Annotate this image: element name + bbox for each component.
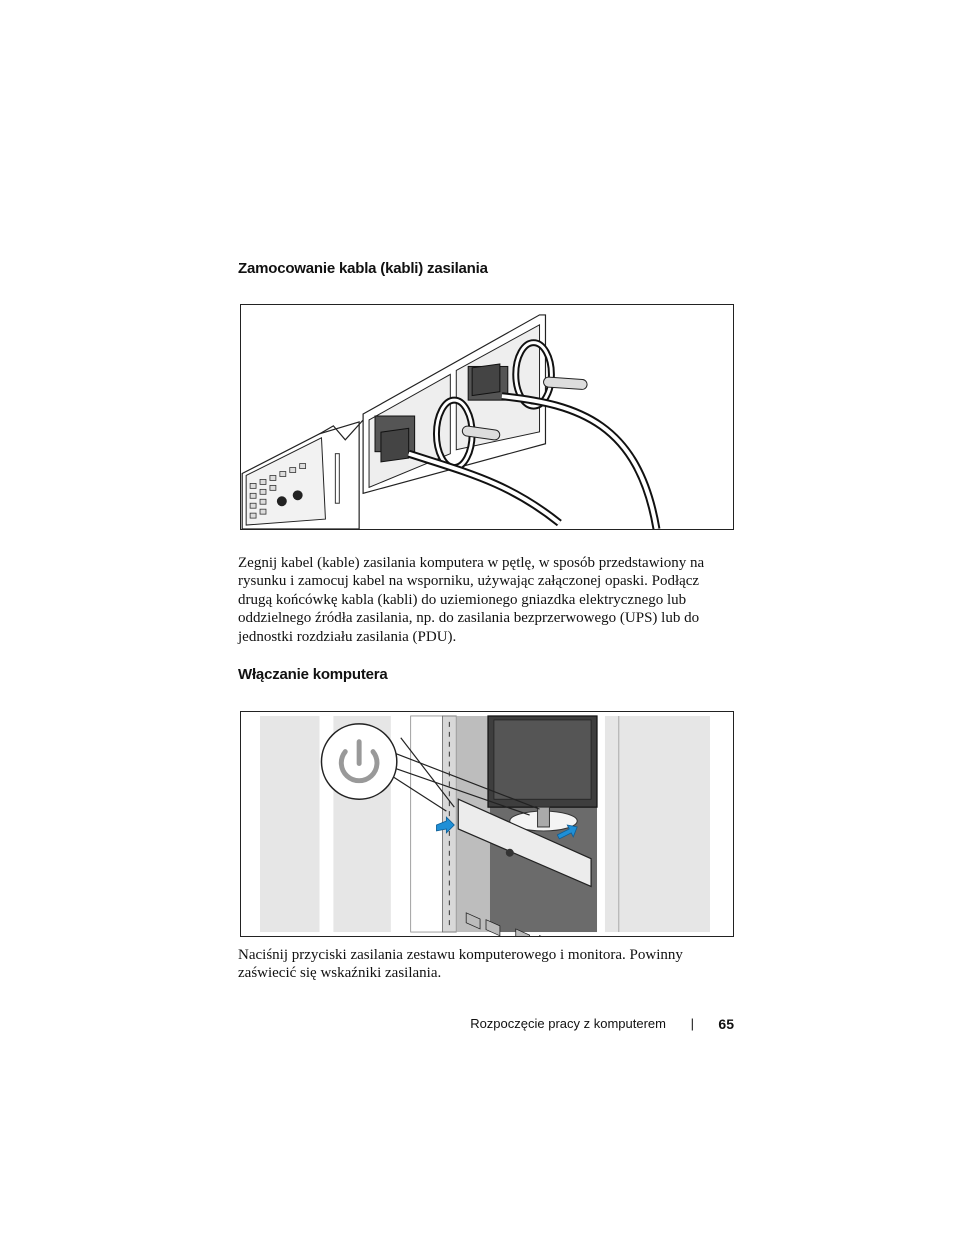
power-cable-illustration <box>240 304 734 530</box>
page-footer <box>400 1016 734 1036</box>
power-on-illustration <box>240 711 734 937</box>
power-on-paragraph: Naciśnij przyciski zasilania zestawu komputerowego i monitora. Powinny zaświecić się wskaźniki zasilania. <box>238 947 683 982</box>
section-heading-power-cable: Zamocowanie kabla (kabli) zasilania <box>238 260 488 277</box>
footer-chapter-title: Rozpoczęcie pracy z komputerem <box>470 1016 666 1031</box>
power-cable-paragraph: Zegnij kabel (kable) zasilania komputera w pętlę, w sposób przedstawiony na rysunku i zamocuj kabel na wsporniku, używając załączonej opaski. Podłącz drugą końcówkę kabla (kabli) do uziemionego gniazdka elektrycznego lub oddzielnego źródła zasilania, np. do zasilania bezprzerwowego (UPS) lub do jednostki rozdziału zasilania (PDU). <box>238 555 705 645</box>
power-cable-drawing <box>241 305 733 529</box>
section-heading-power-on: Włączanie komputera <box>238 666 388 683</box>
footer-separator: | <box>690 1016 694 1031</box>
power-on-drawing <box>241 712 733 936</box>
power-icon <box>321 724 396 799</box>
page-number: 65 <box>718 1016 734 1032</box>
